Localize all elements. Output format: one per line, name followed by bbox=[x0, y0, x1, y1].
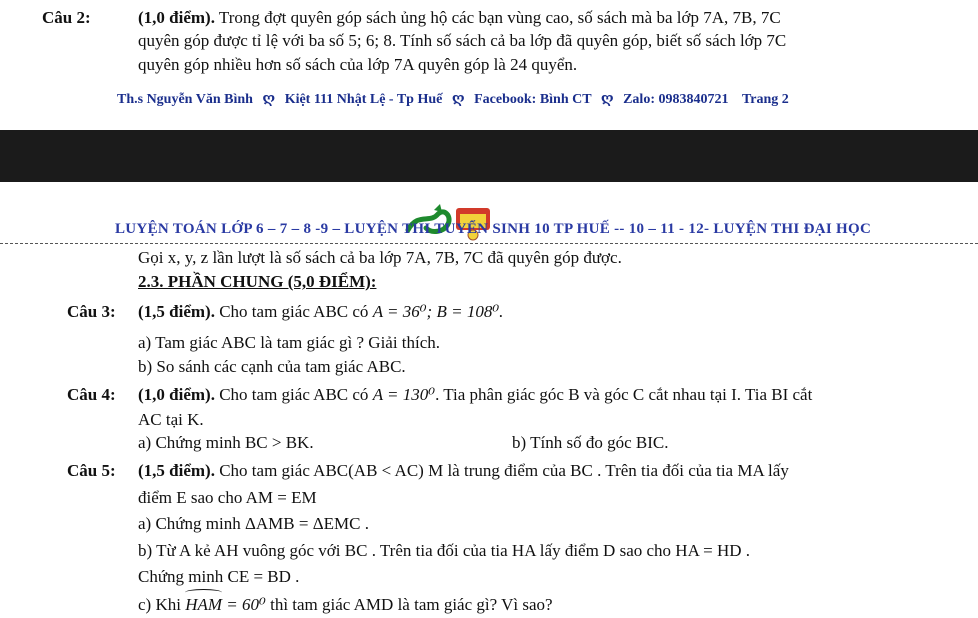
q5-c-angle-text: HAM bbox=[185, 595, 223, 614]
q4-text-pre: Cho tam giác ABC có bbox=[219, 385, 369, 404]
q5-part-b: b) Từ A kẻ AH vuông góc với BC . Trên tia đối của tia HA lấy điểm D sao cho HA = HD . bbox=[138, 541, 751, 560]
footer-page-number: Trang 2 bbox=[741, 92, 789, 107]
footer-separator-icon: ღ bbox=[600, 92, 614, 107]
q4-label: Câu 4: bbox=[67, 385, 116, 404]
q3-angles: A = 36⁰; B = 108⁰. bbox=[372, 302, 504, 321]
q5-part-b-2: Chứng minh CE = BD . bbox=[138, 567, 300, 586]
q4-line-1 bbox=[138, 385, 812, 405]
q5-c-post: thì tam giác AMD là tam giác gì? Vì sao? bbox=[270, 595, 553, 614]
page-top-section bbox=[0, 0, 978, 130]
q2-continuation: Gọi x, y, z lần lượt là số sách cả ba lớp 7A, 7B, 7C đã quyên góp được. bbox=[138, 248, 622, 267]
q4-part-b: b) Tính số đo góc BIC. bbox=[512, 433, 669, 452]
q2-line-1 bbox=[138, 8, 781, 28]
q3-line-1 bbox=[138, 302, 503, 322]
q2-label: Câu 2: bbox=[42, 8, 91, 27]
angle-arc-icon bbox=[185, 589, 222, 596]
footer-author: Th.s Nguyễn Văn Bình bbox=[117, 92, 253, 107]
q3-part-b: b) So sánh các cạnh của tam giác ABC. bbox=[138, 357, 406, 376]
q3-points: (1,5 điểm). bbox=[138, 302, 215, 321]
footer-facebook: Facebook: Bình CT bbox=[474, 92, 592, 107]
q5-c-angle bbox=[185, 595, 222, 615]
q5-label: Câu 5: bbox=[67, 461, 116, 480]
footer-address: Kiệt 111 Nhật Lệ - Tp Huế bbox=[284, 92, 443, 107]
q3-part-a: a) Tam giác ABC là tam giác gì ? Giải thích. bbox=[138, 333, 441, 352]
q4-text-post: . Tia phân giác góc B và góc C cắt nhau tại I. Tia BI cắt bbox=[435, 385, 813, 404]
q5-line-1-text: Cho tam giác ABC(AB < AC) M là trung điểm của BC . Trên tia đối của tia MA lấy bbox=[219, 461, 789, 480]
q4-part-a: a) Chứng minh BC > BK. bbox=[138, 433, 314, 452]
q3-label: Câu 3: bbox=[67, 302, 116, 321]
section-heading: 2.3. PHẦN CHUNG (5,0 ĐIỂM): bbox=[138, 272, 377, 291]
footer-separator-icon: ღ bbox=[262, 92, 276, 107]
banner-divider bbox=[0, 243, 978, 244]
q5-c-value: = 60⁰ bbox=[226, 595, 266, 614]
q3-text: Cho tam giác ABC có bbox=[219, 302, 369, 321]
q2-line-1-text: Trong đợt quyên góp sách ủng hộ các bạn vùng cao, số sách mà ba lớp 7A, 7B, 7C bbox=[218, 8, 781, 27]
q4-angle: A = 130⁰ bbox=[372, 385, 436, 404]
q2-line-2: quyên góp được tỉ lệ với ba số 5; 6; 8. Tính số sách cả ba lớp đã quyên góp, biết số sách lớp 7C bbox=[138, 31, 787, 50]
q5-line-1 bbox=[138, 461, 789, 481]
q5-line-2: điểm E sao cho AM = EM bbox=[138, 488, 317, 507]
q2-points: (1,0 điểm). bbox=[138, 8, 215, 27]
q2-line-3: quyên góp nhiều hơn số sách của lớp 7A quyên góp là 24 quyển. bbox=[138, 55, 578, 74]
footer-zalo: Zalo: 0983840721 bbox=[623, 92, 729, 107]
page-break-band bbox=[0, 130, 978, 182]
q5-part-a: a) Chứng minh ΔAMB = ΔEMC . bbox=[138, 514, 369, 533]
q5-points: (1,5 điểm). bbox=[138, 461, 215, 480]
q4-points: (1,0 điểm). bbox=[138, 385, 215, 404]
q5-c-pre: c) Khi bbox=[138, 595, 181, 614]
q5-part-c bbox=[138, 595, 553, 615]
page-footer bbox=[117, 91, 789, 109]
q4-line-2: AC tại K. bbox=[138, 410, 204, 429]
banner-title: LUYỆN TOÁN LỚP 6 – 7 – 8 -9 – LUYỆN THI TUYỂN SINH 10 TP HUẾ -- 10 – 11 - 12- LUYỆN THI ĐẠI HỌC bbox=[115, 221, 872, 237]
footer-separator-icon: ღ bbox=[451, 92, 465, 107]
